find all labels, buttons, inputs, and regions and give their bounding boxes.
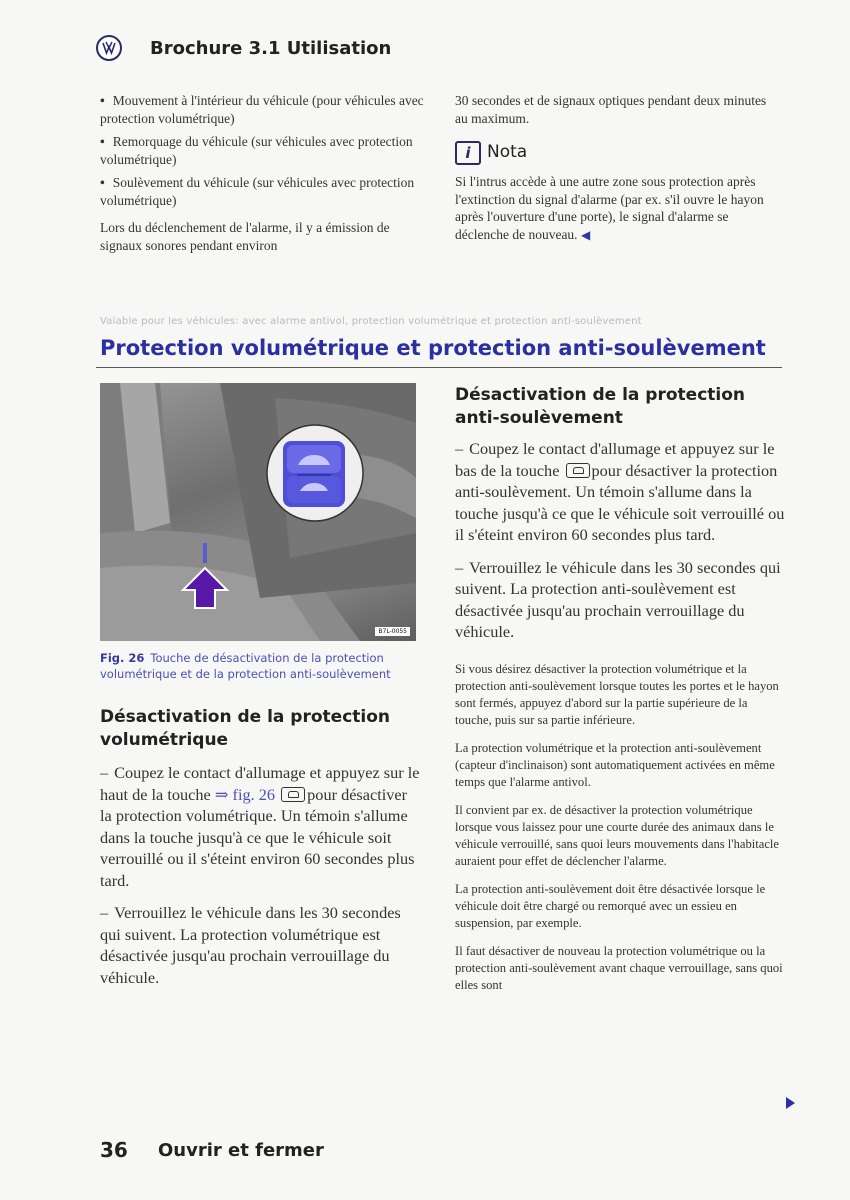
header-title: Brochure 3.1 Utilisation [150, 38, 392, 59]
chapter-title: Ouvrir et fermer [158, 1140, 324, 1161]
bullet-item: • Remorquage du véhicule (sur véhicules avec protection volumétrique) [100, 133, 425, 168]
figure-number: Fig. 26 [100, 651, 145, 665]
continue-arrow-icon [786, 1097, 795, 1109]
step-text: pour désactiver la protection anti-soulèvement. Un témoin s'allume dans la touche jusqu'à ce que le véhicule soit verrouillé ou il s'éteint environ 60 secondes plus tard. [455, 460, 785, 544]
step-dash: – [100, 763, 109, 782]
step-text: Verrouillez le véhicule dans les 30 secondes qui suivent. La protection anti-soulèvement est désactivée jusqu'au prochain verrouillage du véhicule. [455, 557, 781, 641]
volumetric-key-icon [281, 787, 305, 802]
vw-logo-icon [96, 35, 122, 61]
right-step-1 [455, 438, 785, 546]
bullet-item: • Soulèvement du véhicule (sur véhicules avec protection volumétrique) [100, 174, 425, 209]
info-paragraph: Il convient par ex. de désactiver la protection volumétrique lorsque vous laissez pour une courte durée des animaux dans le véhicule verrouillé, sans quoi leurs mouvements dans l'habitacle auraient pour effet de déclencher l'alarme. [455, 802, 780, 868]
step-dash: – [100, 903, 109, 922]
top-right-column [455, 92, 780, 244]
anti-tow-key-icon [566, 463, 590, 478]
figure-code: B7L-0055 [375, 627, 410, 636]
figure-caption-text: Touche de désactivation de la protection volumétrique et de la protection anti-soulèvement [100, 651, 391, 681]
info-paragraph: Il faut désactiver de nouveau la protection volumétrique ou la protection anti-soulèvement avant chaque verrouillage, sans quoi elles sont [455, 943, 783, 992]
nota-heading [455, 141, 780, 165]
step-dash: – [455, 557, 464, 577]
info-paragraph: La protection volumétrique et la protection anti-soulèvement (capteur d'inclinaison) sont automatiquement activées en même temps que l'alarme antivol. [455, 740, 775, 789]
figure-26-photo [100, 383, 416, 641]
section-title: Protection volumétrique et protection anti-soulèvement [100, 336, 766, 360]
left-section-heading: Désactivation de la protection volumétrique [100, 707, 391, 750]
step-text: Coupez le contact d'allumage et appuyez sur le haut de la touche [100, 763, 420, 804]
nota-body: Si l'intrus accède à une autre zone sous protection après l'extinction du signal d'alarme (par ex. s'il ouvre le hayon après l'ouverture d'une porte), le signal d'alarme se déclenche de nouveau. [455, 174, 764, 242]
validity-note: Valable pour les véhicules: avec alarme antivol, protection volumétrique et protection anti-soulèvement [100, 316, 642, 327]
step-text: pour désactiver la protection volumétrique. Un témoin s'allume dans la touche jusqu'à ce que le véhicule soit verrouillé ou il s'éteint environ 60 secondes plus tard. [100, 784, 415, 890]
figure-reference-link[interactable]: ⇒ fig. 26 [214, 784, 276, 804]
section-divider [96, 367, 782, 368]
page-number: 36 [100, 1138, 128, 1162]
continuation-text: 30 secondes et de signaux optiques pendant deux minutes au maximum. [455, 93, 767, 126]
info-icon: i [455, 141, 481, 165]
right-step-2 [455, 557, 785, 643]
alarm-paragraph: Lors du déclenchement de l'alarme, il y a émission de signaux sonores pendant environ [100, 220, 390, 253]
left-section [100, 706, 420, 999]
end-marker-icon: ◀ [580, 227, 591, 242]
info-paragraph: La protection anti-soulèvement doit être désactivée lorsque le véhicule doit être chargé ou remorqué avec un essieu en suspension, par exemple. [455, 881, 766, 930]
right-section [455, 384, 785, 1005]
figure-caption [100, 651, 420, 682]
step-text: Verrouillez le véhicule dans les 30 secondes qui suivent. La protection volumétrique est désactivée jusqu'au prochain verrouillage du véhicule. [100, 903, 401, 987]
top-left-column [100, 92, 425, 254]
step-dash: – [455, 439, 464, 458]
left-step-2 [100, 902, 420, 988]
bullet-item: • Mouvement à l'intérieur du véhicule (pour véhicules avec protection volumétrique) [100, 92, 425, 127]
nota-label: Nota [487, 142, 528, 163]
info-paragraph: Si vous désirez désactiver la protection volumétrique et la protection anti-soulèvement lorsque toutes les portes et le hayon sont fermés, appuyez d'abord sur la partie supérieure de la touche, puis sur sa partie inférieure. [455, 661, 779, 727]
step-text: Coupez le contact d'allumage et appuyez sur le bas de la touche [455, 439, 775, 480]
left-step-1 [100, 762, 420, 891]
nota-text [455, 173, 780, 244]
right-section-heading: Désactivation de la protection anti-soulèvement [455, 385, 746, 428]
